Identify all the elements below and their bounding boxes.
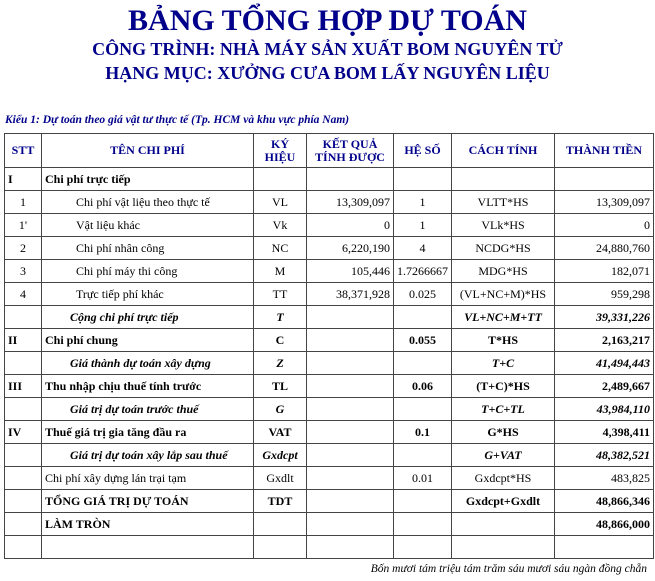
row-symbol: G <box>254 398 307 421</box>
row-symbol: T <box>254 306 307 329</box>
table-row <box>5 467 654 490</box>
header-stt: STT <box>5 134 42 168</box>
row-stt: 2 <box>5 237 42 260</box>
row-total: 483,825 <box>555 467 654 490</box>
row-coef <box>394 398 452 421</box>
estimate-table <box>4 133 654 559</box>
row-name: Giá trị dự toán trước thuế <box>42 398 254 421</box>
row-symbol: Z <box>254 352 307 375</box>
row-stt <box>5 398 42 421</box>
row-coef <box>394 306 452 329</box>
row-method: G*HS <box>452 421 555 444</box>
row-name: Giá trị dự toán xây lắp sau thuế <box>42 444 254 467</box>
row-name: TỔNG GIÁ TRỊ DỰ TOÁN <box>42 490 254 513</box>
row-stt <box>5 352 42 375</box>
row-total: 48,866,346 <box>555 490 654 513</box>
row-stt <box>5 444 42 467</box>
table-row <box>5 237 654 260</box>
row-coef <box>394 168 452 191</box>
row-total: 48,382,521 <box>555 444 654 467</box>
row-name: Chi phí chung <box>42 329 254 352</box>
estimate-type-note: Kiểu 1: Dự toán theo giá vật tư thực tế (Tp. HCM và khu vực phía Nam) <box>5 114 350 126</box>
row-symbol: M <box>254 260 307 283</box>
row-method: VLTT*HS <box>452 191 555 214</box>
row-result <box>307 329 394 352</box>
row-symbol: Gxdcpt <box>254 444 307 467</box>
table-row <box>5 352 654 375</box>
row-symbol: NC <box>254 237 307 260</box>
row-result: 13,309,097 <box>307 191 394 214</box>
table-row <box>5 513 654 536</box>
row-result <box>307 467 394 490</box>
row-symbol: TT <box>254 283 307 306</box>
row-stt <box>5 467 42 490</box>
row-coef: 0.1 <box>394 421 452 444</box>
row-stt: III <box>5 375 42 398</box>
row-name: Giá thành dự toán xây dựng <box>42 352 254 375</box>
row-stt: IV <box>5 421 42 444</box>
row-symbol: Vk <box>254 214 307 237</box>
row-result: 105,446 <box>307 260 394 283</box>
row-stt: II <box>5 329 42 352</box>
row-name: Chi phí máy thi công <box>42 260 254 283</box>
row-symbol: Gxdlt <box>254 467 307 490</box>
table-row <box>5 398 654 421</box>
row-symbol: C <box>254 329 307 352</box>
item-line: HẠNG MỤC: XƯỞNG CƯA BOM LẤY NGUYÊN LIỆU <box>105 63 550 83</box>
row-name: Chi phí vật liệu theo thực tế <box>42 191 254 214</box>
row-coef: 1 <box>394 191 452 214</box>
row-total: 959,298 <box>555 283 654 306</box>
row-stt: 4 <box>5 283 42 306</box>
row-method: (T+C)*HS <box>452 375 555 398</box>
row-total <box>555 168 654 191</box>
header-coef: HỆ SỐ <box>394 134 452 168</box>
row-total: 13,309,097 <box>555 191 654 214</box>
row-result <box>307 398 394 421</box>
row-name: Trực tiếp phí khác <box>42 283 254 306</box>
amount-in-words: Bốn mươi tám triệu tám trăm sáu mươi sáu ngàn đồng chẵn <box>370 563 647 575</box>
row-stt <box>5 513 42 536</box>
row-coef: 0.01 <box>394 467 452 490</box>
row-total: 182,071 <box>555 260 654 283</box>
row-method: G+VAT <box>452 444 555 467</box>
table-row <box>5 490 654 513</box>
table-row <box>5 168 654 191</box>
row-name: LÀM TRÒN <box>42 513 254 536</box>
row-method: Gxdcpt+Gxdlt <box>452 490 555 513</box>
row-total: 41,494,443 <box>555 352 654 375</box>
row-coef: 0.025 <box>394 283 452 306</box>
row-coef <box>394 490 452 513</box>
row-total: 48,866,000 <box>555 513 654 536</box>
row-result <box>307 490 394 513</box>
header-method: CÁCH TÍNH <box>452 134 555 168</box>
row-result: 6,220,190 <box>307 237 394 260</box>
row-stt: 3 <box>5 260 42 283</box>
table-row <box>5 214 654 237</box>
row-name: Thu nhập chịu thuế tính trước <box>42 375 254 398</box>
document-title: BẢNG TỔNG HỢP DỰ TOÁN <box>128 4 527 37</box>
row-total: 4,398,411 <box>555 421 654 444</box>
table-row <box>5 329 654 352</box>
row-result <box>307 444 394 467</box>
header-symbol: KÝ HIỆU <box>254 134 307 168</box>
row-result <box>307 421 394 444</box>
row-coef: 1.7266667 <box>394 260 452 283</box>
row-method: VL+NC+M+TT <box>452 306 555 329</box>
table-row <box>5 260 654 283</box>
row-total: 24,880,760 <box>555 237 654 260</box>
row-method: T*HS <box>452 329 555 352</box>
row-symbol <box>254 168 307 191</box>
row-stt <box>5 306 42 329</box>
table-header-row <box>5 134 654 168</box>
row-name: Vật liệu khác <box>42 214 254 237</box>
header-name: TÊN CHI PHÍ <box>42 134 254 168</box>
row-symbol: TL <box>254 375 307 398</box>
row-result <box>307 375 394 398</box>
row-stt <box>5 490 42 513</box>
row-method: MDG*HS <box>452 260 555 283</box>
row-coef: 0.06 <box>394 375 452 398</box>
row-symbol: TDT <box>254 490 307 513</box>
row-name: Chi phí trực tiếp <box>42 168 254 191</box>
table-row <box>5 283 654 306</box>
row-method: Gxdcpt*HS <box>452 467 555 490</box>
row-result: 38,371,928 <box>307 283 394 306</box>
row-stt: I <box>5 168 42 191</box>
row-stt: 1 <box>5 191 42 214</box>
project-line: CÔNG TRÌNH: NHÀ MÁY SẢN XUẤT BOM NGUYÊN TỬ <box>92 39 563 59</box>
table-row <box>5 444 654 467</box>
row-name: Chi phí xây dựng lán trại tạm <box>42 467 254 490</box>
row-coef: 4 <box>394 237 452 260</box>
row-method: VLk*HS <box>452 214 555 237</box>
row-total: 0 <box>555 214 654 237</box>
row-total: 2,163,217 <box>555 329 654 352</box>
row-method <box>452 168 555 191</box>
row-symbol: VAT <box>254 421 307 444</box>
row-result: 0 <box>307 214 394 237</box>
row-stt: 1' <box>5 214 42 237</box>
row-coef <box>394 352 452 375</box>
table-row-empty <box>5 536 654 559</box>
header-total: THÀNH TIỀN <box>555 134 654 168</box>
row-method: T+C <box>452 352 555 375</box>
row-coef: 1 <box>394 214 452 237</box>
row-method: (VL+NC+M)*HS <box>452 283 555 306</box>
row-symbol: VL <box>254 191 307 214</box>
row-coef <box>394 444 452 467</box>
row-method: NCDG*HS <box>452 237 555 260</box>
row-result <box>307 513 394 536</box>
row-result <box>307 352 394 375</box>
row-total: 2,489,667 <box>555 375 654 398</box>
row-name: Thuế giá trị gia tăng đầu ra <box>42 421 254 444</box>
table-row <box>5 421 654 444</box>
row-result <box>307 168 394 191</box>
table-row <box>5 306 654 329</box>
row-name: Chi phí nhân công <box>42 237 254 260</box>
row-symbol <box>254 513 307 536</box>
row-total: 43,984,110 <box>555 398 654 421</box>
row-coef <box>394 513 452 536</box>
row-method <box>452 513 555 536</box>
header-result: KẾT QUẢ TÍNH ĐƯỢC <box>307 134 394 168</box>
table-row <box>5 375 654 398</box>
table-row <box>5 191 654 214</box>
row-name: Cộng chi phí trực tiếp <box>42 306 254 329</box>
row-total: 39,331,226 <box>555 306 654 329</box>
row-method: T+C+TL <box>452 398 555 421</box>
row-coef: 0.055 <box>394 329 452 352</box>
row-result <box>307 306 394 329</box>
